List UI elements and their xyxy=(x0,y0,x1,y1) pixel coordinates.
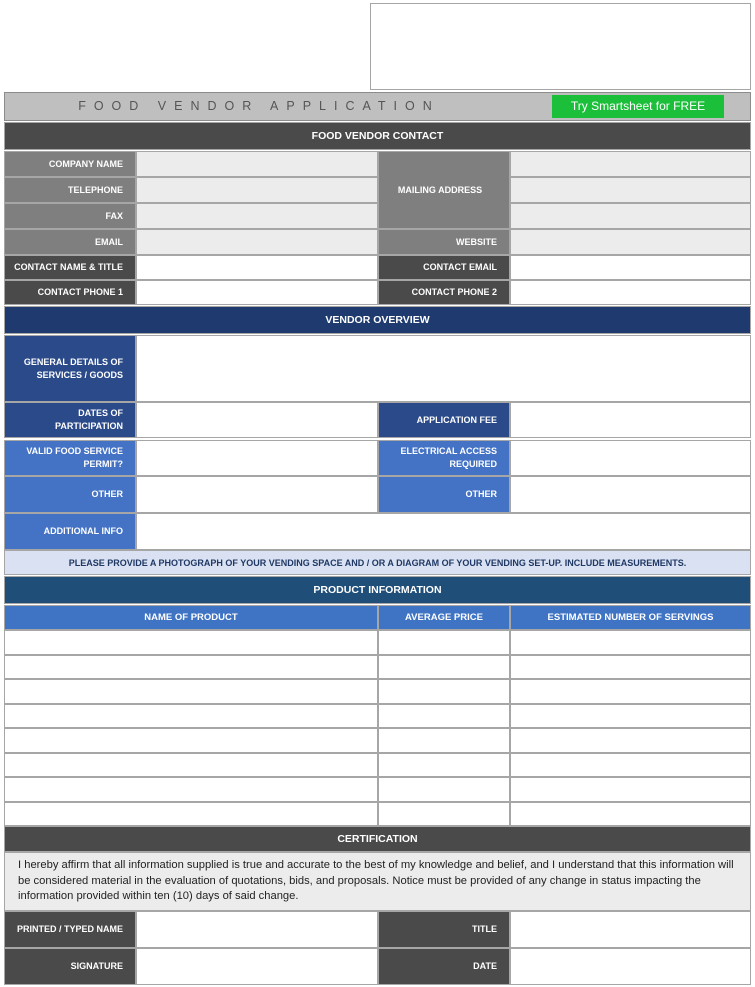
mailing-address-label: MAILING ADDRESS xyxy=(378,151,510,229)
servings-cell[interactable] xyxy=(510,630,751,655)
product-name-cell[interactable] xyxy=(4,655,378,680)
mailing-address-line-3[interactable] xyxy=(510,203,751,229)
additional-info-label: ADDITIONAL INFO xyxy=(4,513,136,550)
contact-phone-2-label: CONTACT PHONE 2 xyxy=(378,280,510,305)
email-label: EMAIL xyxy=(4,229,136,255)
fax-label: FAX xyxy=(4,203,136,229)
average-price-cell[interactable] xyxy=(378,704,510,729)
servings-cell[interactable] xyxy=(510,655,751,680)
contact-phone-1-field[interactable] xyxy=(136,280,378,305)
signature-field[interactable] xyxy=(136,948,378,985)
email-field[interactable] xyxy=(136,229,378,255)
general-details-label: GENERAL DETAILS OF SERVICES / GOODS xyxy=(4,335,136,402)
title-label: TITLE xyxy=(378,911,510,948)
servings-cell[interactable] xyxy=(510,802,751,827)
general-details-field[interactable] xyxy=(136,335,751,402)
section-header-certification: CERTIFICATION xyxy=(4,826,751,852)
average-price-cell[interactable] xyxy=(378,753,510,778)
servings-cell[interactable] xyxy=(510,728,751,753)
servings-cell[interactable] xyxy=(510,753,751,778)
date-label: DATE xyxy=(378,948,510,985)
contact-name-title-field[interactable] xyxy=(136,255,378,280)
section-header-product: PRODUCT INFORMATION xyxy=(4,576,751,604)
dates-of-participation-field[interactable] xyxy=(136,402,378,438)
servings-cell[interactable] xyxy=(510,704,751,729)
section-header-contact: FOOD VENDOR CONTACT xyxy=(4,122,751,150)
product-name-cell[interactable] xyxy=(4,704,378,729)
product-name-cell[interactable] xyxy=(4,777,378,802)
other-left-label: OTHER xyxy=(4,476,136,513)
product-name-cell[interactable] xyxy=(4,679,378,704)
electrical-access-field[interactable] xyxy=(510,440,751,476)
mailing-address-line-1[interactable] xyxy=(510,151,751,177)
other-right-field[interactable] xyxy=(510,476,751,513)
application-fee-field[interactable] xyxy=(510,402,751,438)
company-name-label: COMPANY NAME xyxy=(4,151,136,177)
product-name-cell[interactable] xyxy=(4,802,378,827)
average-price-cell[interactable] xyxy=(378,630,510,655)
mailing-address-line-2[interactable] xyxy=(510,177,751,203)
valid-permit-field[interactable] xyxy=(136,440,378,476)
column-header-average-price: AVERAGE PRICE xyxy=(378,605,510,630)
contact-phone-1-label: CONTACT PHONE 1 xyxy=(4,280,136,305)
website-label: WEBSITE xyxy=(378,229,510,255)
contact-phone-2-field[interactable] xyxy=(510,280,751,305)
dates-of-participation-label: DATES OF PARTICIPATION xyxy=(4,402,136,438)
try-smartsheet-button[interactable]: Try Smartsheet for FREE xyxy=(552,95,724,118)
telephone-field[interactable] xyxy=(136,177,378,203)
valid-permit-label: VALID FOOD SERVICE PERMIT? xyxy=(4,440,136,476)
certification-statement: I hereby affirm that all information supplied is true and accurate to the best of my knowledge and belief, and I understand that this information will be considered material in the evaluation of quotations, bids, and proposals. Notice must be provided of any change in status impacting the information provided within ten (10) days of said change. xyxy=(4,852,751,911)
column-header-product-name: NAME OF PRODUCT xyxy=(4,605,378,630)
other-right-label: OTHER xyxy=(378,476,510,513)
product-name-cell[interactable] xyxy=(4,728,378,753)
additional-info-field[interactable] xyxy=(136,513,751,550)
electrical-access-label: ELECTRICAL ACCESS REQUIRED xyxy=(378,440,510,476)
average-price-cell[interactable] xyxy=(378,728,510,753)
title-field[interactable] xyxy=(510,911,751,948)
servings-cell[interactable] xyxy=(510,679,751,704)
servings-cell[interactable] xyxy=(510,777,751,802)
average-price-cell[interactable] xyxy=(378,777,510,802)
contact-name-title-label: CONTACT NAME & TITLE xyxy=(4,255,136,280)
signature-label: SIGNATURE xyxy=(4,948,136,985)
date-field[interactable] xyxy=(510,948,751,985)
section-header-overview: VENDOR OVERVIEW xyxy=(4,306,751,334)
company-name-field[interactable] xyxy=(136,151,378,177)
column-header-servings: ESTIMATED NUMBER OF SERVINGS xyxy=(510,605,751,630)
contact-email-label: CONTACT EMAIL xyxy=(378,255,510,280)
logo-placeholder xyxy=(370,3,751,90)
page-title: FOOD VENDOR APPLICATION xyxy=(78,99,440,113)
product-name-cell[interactable] xyxy=(4,630,378,655)
average-price-cell[interactable] xyxy=(378,802,510,827)
application-fee-label: APPLICATION FEE xyxy=(378,402,510,438)
printed-name-field[interactable] xyxy=(136,911,378,948)
telephone-label: TELEPHONE xyxy=(4,177,136,203)
average-price-cell[interactable] xyxy=(378,679,510,704)
contact-email-field[interactable] xyxy=(510,255,751,280)
website-field[interactable] xyxy=(510,229,751,255)
other-left-field[interactable] xyxy=(136,476,378,513)
printed-name-label: PRINTED / TYPED NAME xyxy=(4,911,136,948)
photo-instruction-note: PLEASE PROVIDE A PHOTOGRAPH OF YOUR VENDING SPACE AND / OR A DIAGRAM OF YOUR VENDING SET-UP. INCLUDE MEASUREMENTS. xyxy=(4,550,751,575)
fax-field[interactable] xyxy=(136,203,378,229)
product-name-cell[interactable] xyxy=(4,753,378,778)
average-price-cell[interactable] xyxy=(378,655,510,680)
